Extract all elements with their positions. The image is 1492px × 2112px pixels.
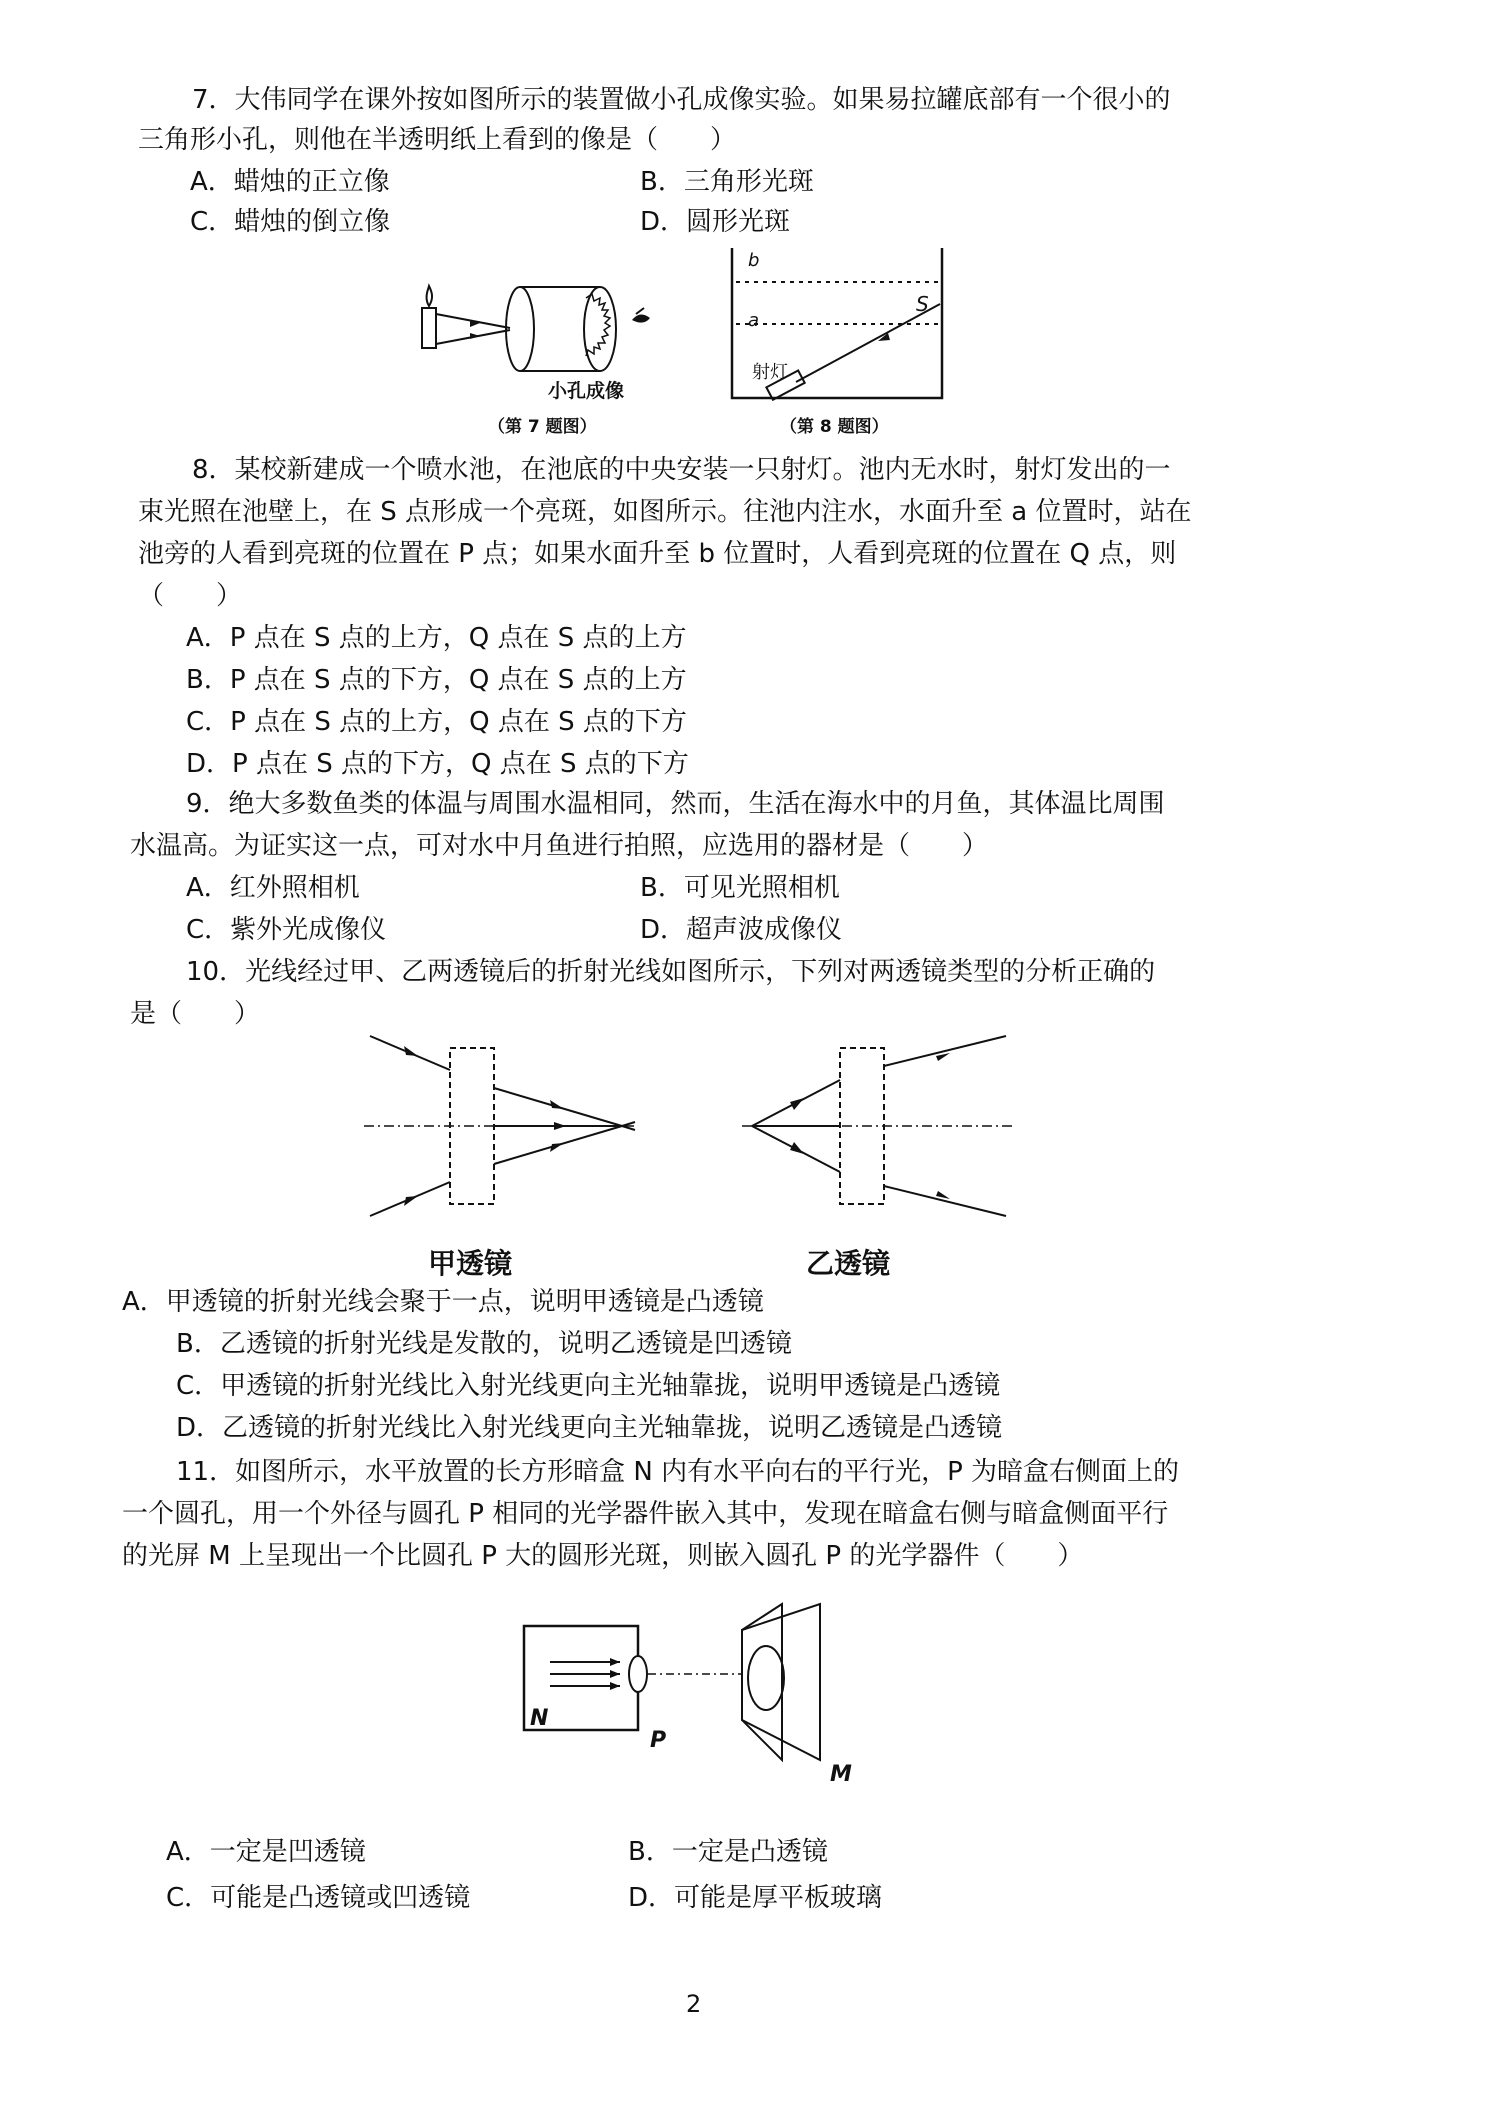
q9-option-d: D．超声波成像仪 xyxy=(640,915,843,945)
q11-figure-label-p: P xyxy=(650,1728,667,1753)
q9-stem-line1: 9．绝大多数鱼类的体温与周围水温相同，然而，生活在海水中的月鱼，其体温比周围 xyxy=(186,789,1165,819)
q11-figure-label-m: M xyxy=(830,1762,852,1787)
page-number: 2 xyxy=(686,1990,702,2018)
q8-option-d: D．P 点在 S 点的下方，Q 点在 S 点的下方 xyxy=(186,749,689,779)
q11-stem-line3: 的光屏 M 上呈现出一个比圆孔 P 大的圆形光斑，则嵌入圆孔 P 的光学器件（ ） xyxy=(122,1541,1084,1571)
q9-option-c: C．紫外光成像仪 xyxy=(186,915,387,945)
q7-option-d: D．圆形光斑 xyxy=(640,207,791,237)
q7-stem-line1: 7．大伟同学在课外按如图所示的装置做小孔成像实验。如果易拉罐底部有一个很小的 xyxy=(192,85,1171,115)
q9-stem-line2: 水温高。为证实这一点，可对水中月鱼进行拍照，应选用的器材是（ ） xyxy=(130,831,989,861)
q10-stem-line1: 10．光线经过甲、乙两透镜后的折射光线如图所示，下列对两透镜类型的分析正确的 xyxy=(186,957,1156,987)
hole-p xyxy=(629,1656,647,1692)
q8-figure-label-b: b xyxy=(748,250,760,271)
q11-option-b: B．一定是凸透镜 xyxy=(628,1837,828,1867)
candle-flame xyxy=(427,286,433,306)
q11-figure-label-n: N xyxy=(530,1706,549,1731)
q8-option-a: A．P 点在 S 点的上方，Q 点在 S 点的上方 xyxy=(186,623,687,653)
q10-option-b: B．乙透镜的折射光线是发散的，说明乙透镜是凹透镜 xyxy=(176,1329,792,1359)
q7-option-b: B．三角形光斑 xyxy=(640,167,814,197)
lens-yi-diagram xyxy=(742,1036,1014,1216)
q10-option-c: C．甲透镜的折射光线比入射光线更向主光轴靠拢，说明甲透镜是凸透镜 xyxy=(176,1371,1001,1401)
lens-ray-figure xyxy=(360,1030,1020,1230)
q10-stem-line2: 是（ ） xyxy=(130,999,261,1029)
q8-stem-line2: 束光照在池壁上，在 S 点形成一个亮斑，如图所示。往池内注水，水面升至 a 位置时，站在 xyxy=(138,497,1192,527)
lens-yi-label: 乙透镜 xyxy=(806,1247,891,1280)
lens-jia-diagram xyxy=(364,1036,636,1216)
q7-figure-label: 小孔成像 xyxy=(548,380,625,402)
q8-figure-label-a: a xyxy=(748,310,760,331)
q8-figure-caption: （第 8 题图） xyxy=(780,417,889,437)
q9-option-b: B．可见光照相机 xyxy=(640,873,840,903)
dark-box-figure xyxy=(520,1600,850,1770)
q8-stem-line4: （ ） xyxy=(138,581,243,611)
q9-option-a: A．红外照相机 xyxy=(186,873,360,903)
q11-option-a: A．一定是凹透镜 xyxy=(166,1837,366,1867)
q7-stem-line2: 三角形小孔，则他在半透明纸上看到的像是（ ） xyxy=(138,125,737,155)
q11-stem-line2: 一个圆孔，用一个外径与圆孔 P 相同的光学器件嵌入其中，发现在暗盒右侧与暗盒侧面平行 xyxy=(122,1499,1169,1529)
lens-jia-label: 甲透镜 xyxy=(428,1247,513,1280)
q8-stem-line1: 8．某校新建成一个喷水池，在池底的中央安装一只射灯。池内无水时，射灯发出的一 xyxy=(192,455,1171,485)
q7-option-c: C．蜡烛的倒立像 xyxy=(190,207,391,237)
q7-option-a: A．蜡烛的正立像 xyxy=(190,167,390,197)
q8-option-b: B．P 点在 S 点的下方，Q 点在 S 点的上方 xyxy=(186,665,687,695)
q10-option-d: D．乙透镜的折射光线比入射光线更向主光轴靠拢，说明乙透镜是凸透镜 xyxy=(176,1413,1003,1443)
q10-option-a: A．甲透镜的折射光线会聚于一点，说明甲透镜是凸透镜 xyxy=(122,1287,764,1317)
q8-stem-line3: 池旁的人看到亮斑的位置在 P 点；如果水面升至 b 位置时，人看到亮斑的位置在 Q 点，则 xyxy=(138,539,1177,569)
q8-figure-label-s: S xyxy=(916,292,929,316)
q11-option-c: C．可能是凸透镜或凹透镜 xyxy=(166,1883,471,1913)
q11-option-d: D．可能是厚平板玻璃 xyxy=(628,1883,883,1913)
can-bottom xyxy=(506,287,534,371)
q8-figure-label-lamp: 射灯 xyxy=(752,362,788,383)
q7-figure-caption: （第 7 题图） xyxy=(488,417,597,437)
q11-stem-line1: 11．如图所示，水平放置的长方形暗盒 N 内有水平向右的平行光，P 为暗盒右侧面上的 xyxy=(176,1457,1180,1487)
light-spot xyxy=(748,1646,784,1710)
candle xyxy=(422,308,436,348)
q8-option-c: C．P 点在 S 点的上方，Q 点在 S 点的下方 xyxy=(186,707,687,737)
eye-icon xyxy=(632,314,650,322)
